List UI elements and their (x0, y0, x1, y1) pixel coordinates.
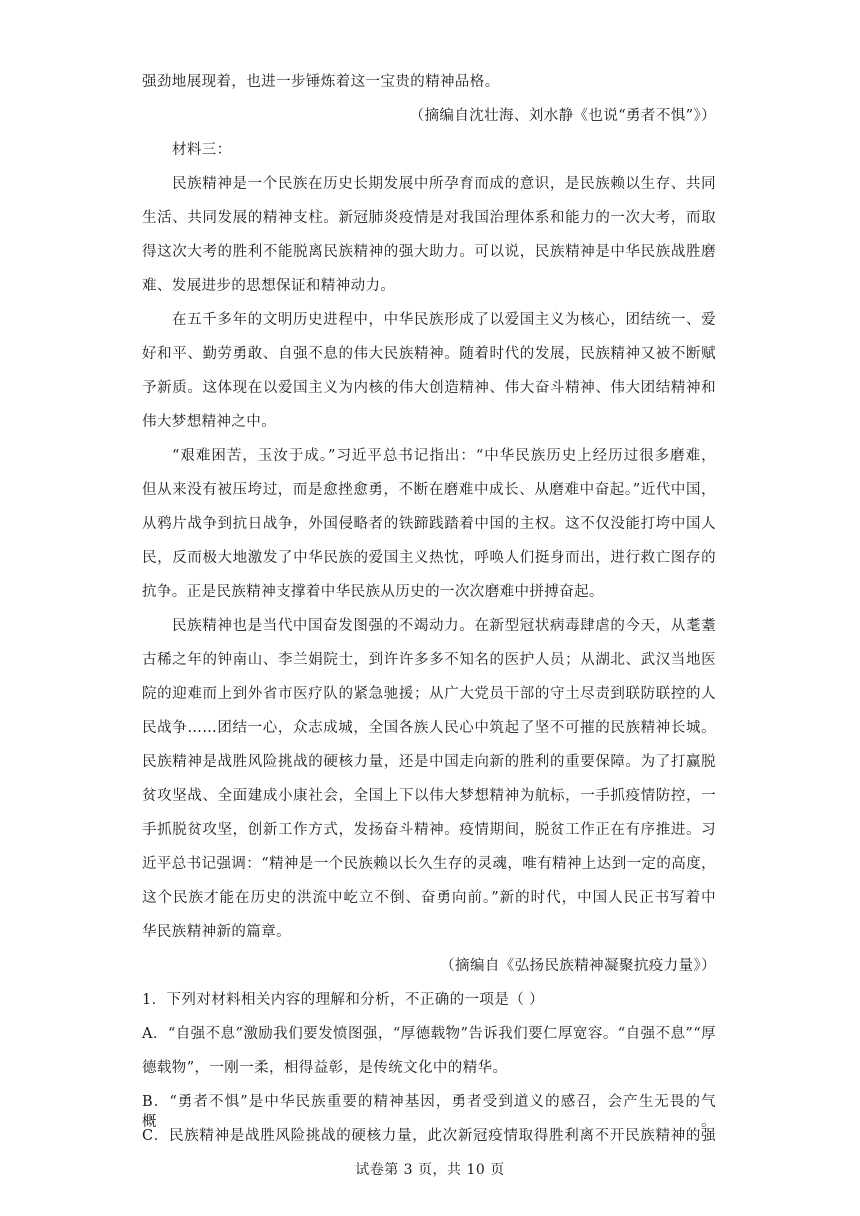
text-line: 难、发展进步的思想保证和精神动力。 (142, 278, 396, 294)
text-line: 得这次大考的胜利不能脱离民族精神的强大助力。可以说，民族精神是中华民族战胜磨 (142, 244, 716, 260)
text-line: 抗争。正是民族精神支撑着中华民族从历史的一次次磨难中拼搏奋起。 (142, 584, 604, 600)
text-line: 在五千多年的文明历史进程中，中华民族形成了以爱国主义为核心，团结统一、爱 (172, 312, 716, 328)
page-footer: 试卷第 3 页，共 10 页 (355, 1162, 505, 1178)
text-line: 伟大梦想精神之中。 (142, 414, 277, 430)
section-heading: 材料三： (172, 142, 232, 158)
text-line: 手抓脱贫攻坚，创新工作方式，发扬奋斗精神。疫情期间，脱贫工作正在有序推进。习 (142, 822, 716, 838)
text-line: 贫攻坚战、全面建成小康社会，全国上下以伟大梦想精神为航标，一手抓疫情防控，一 (142, 788, 716, 804)
text-line: 华民族精神新的篇章。 (142, 924, 291, 940)
text-line: 近平总书记强调：“精神是一个民族赖以长久生存的灵魂，唯有精神上达到一定的高度， (142, 856, 717, 872)
text-line: 但从来没有被压垮过，而是愈挫愈勇，不断在磨难中成长、从磨难中奋起。”近代中国， (142, 482, 716, 498)
text-line: 强劲地展现着，也进一步锤炼着这一宝贵的精神品格。 (142, 74, 500, 90)
text-line: “艰难困苦，玉汝于成。”习近平总书记指出：“中华民族历史上经历过很多磨难， (172, 448, 716, 464)
source-citation: （摘编自《弘扬民族精神凝聚抗疫力量》） (440, 958, 716, 974)
text-line: 这个民族才能在历史的洪流中屹立不倒、奋勇向前。”新的时代，中国人民正书写着中 (142, 890, 716, 906)
question-stem: 1．下列对材料相关内容的理解和分析，不正确的一项是（ ） (142, 992, 545, 1008)
text-line: 好和平、勤劳勇敢、自强不息的伟大民族精神。随着时代的发展，民族精神又被不断赋 (142, 346, 716, 362)
text-line: 民族精神是一个民族在历史长期发展中所孕育而成的意识，是民族赖以生存、共同 (172, 176, 716, 192)
text-line: 民战争……团结一心，众志成城，全国各族人民心中筑起了坚不可摧的民族精神长城。 (142, 720, 716, 736)
text-line: 民，反而极大地激发了中华民族的爱国主义热忱，呼唤人们挺身而出，进行救亡图存的 (142, 550, 716, 566)
text-line: 民族精神是战胜风险挑战的硬核力量，还是中国走向新的胜利的重要保障。为了打赢脱 (142, 754, 716, 770)
text-line: 生活、共同发展的精神支柱。新冠肺炎疫情是对我国治理体系和能力的一次大考，而取 (142, 210, 716, 226)
text-line: 从鸦片战争到抗日战争，外国侵略者的铁蹄践踏着中国的主权。这不仅没能打垮中国人 (142, 516, 716, 532)
source-citation: （摘编自沈壮海、刘水静《也说“勇者不惧”》） (409, 108, 716, 124)
option-c: C．民族精神是战胜风险挑战的硬核力量，此次新冠疫情取得胜利离不开民族精神的强 (142, 1128, 716, 1144)
option-b: B．“勇者不惧”是中华民族重要的精神基因，勇者受到道义的感召，会产生无畏的气概。 (142, 1094, 716, 1130)
text-line: 院的迎难而上到外省市医疗队的紧急驰援；从广大党员干部的守土尽责到联防联控的人 (142, 686, 716, 702)
option-a: A．“自强不息”激励我们要发愤图强，“厚德载物”告诉我们要仁厚宽容。“自强不息”“厚 (142, 1026, 716, 1042)
text-line: 予新质。这体现在以爱国主义为内核的伟大创造精神、伟大奋斗精神、伟大团结精神和 (142, 380, 716, 396)
text-line: 古稀之年的钟南山、李兰娟院士，到许许多多不知名的医护人员；从湖北、武汉当地医 (142, 652, 716, 668)
option-a-continued: 德载物”，一刚一柔，相得益彰，是传统文化中的精华。 (142, 1060, 508, 1076)
text-line: 民族精神也是当代中国奋发图强的不竭动力。在新型冠状病毒肆虐的今天，从耄耋 (172, 618, 716, 634)
